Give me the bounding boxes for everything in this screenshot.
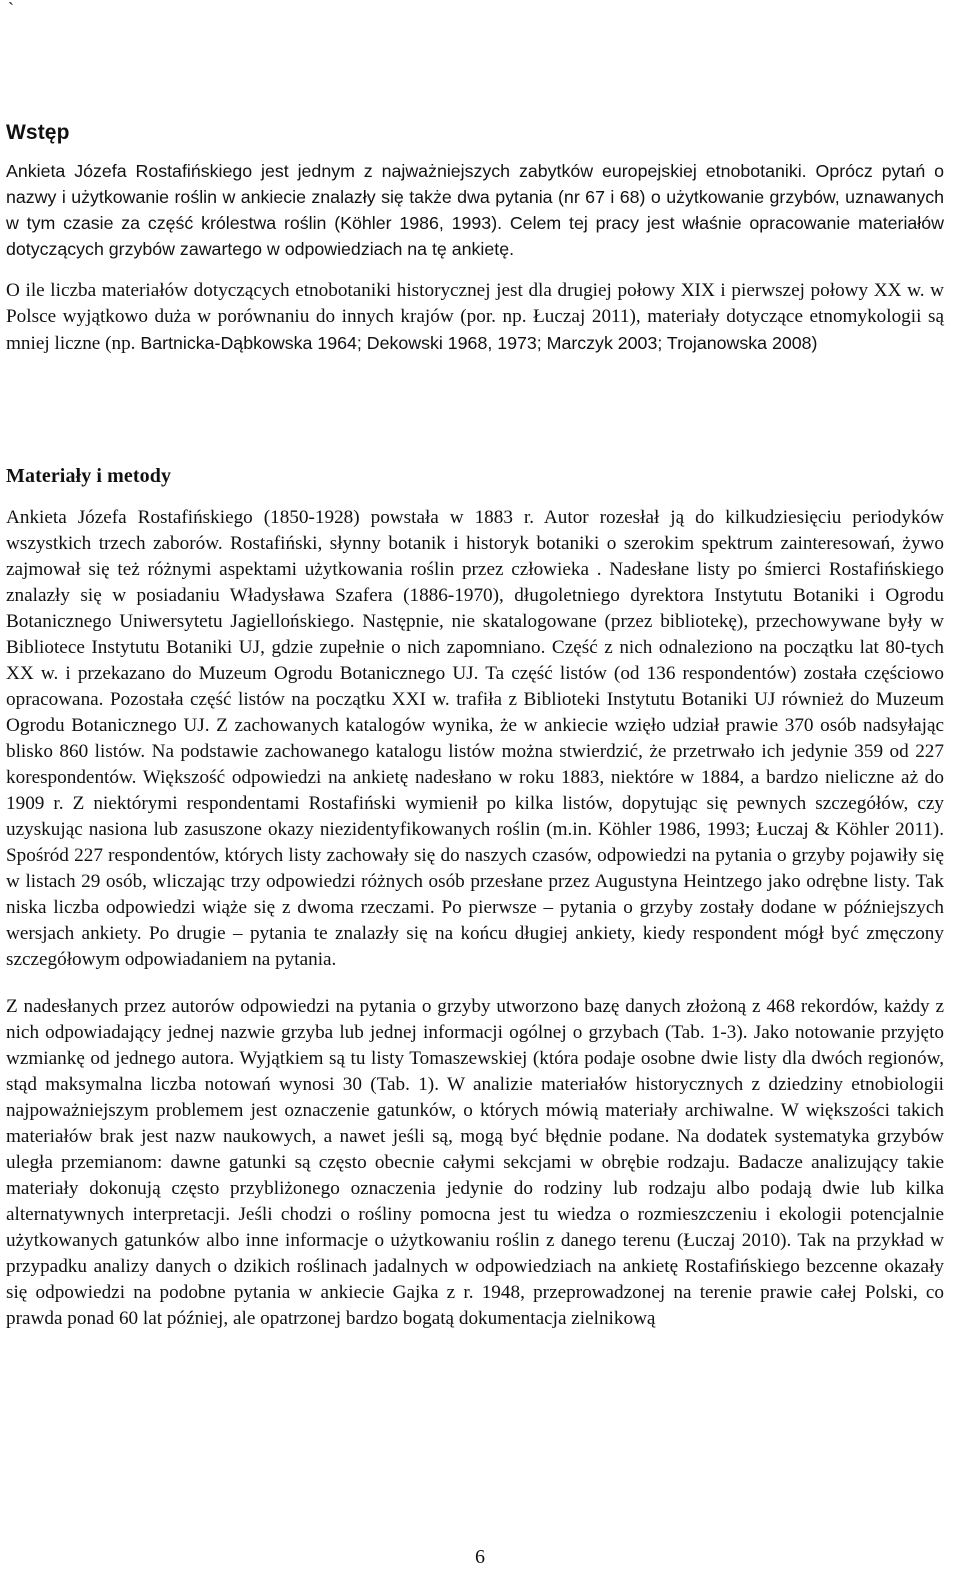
methods-heading: Materiały i metody: [6, 465, 172, 487]
top-mark: `: [8, 0, 14, 19]
main-content: [6, 118, 944, 1332]
methods-paragraph-2: Z nadesłanych przez autorów odpowiedzi na pytania o grzyby utworzono bazę danych złożoną z 468 rekordów, każdy z nich odpowiadający jednej nazwie grzyba lub jednej informacji ogólnej o grzybach (Tab. 1-3). Jako notowanie przyjęto wzmiankę od jednego autora. Wyjątkiem są tu listy Tomaszewskiej (która podaje osobne dwie listy dla dwóch regionów, stąd maksymalna liczba notowań wynosi 30 (Tab. 1). W analizie materiałów historycznych z dziedziny etnobiologii najpoważniejszym problemem jest oznaczenie gatunków, o których mówią materiały archiwalne. W większości takich materiałów brak jest nazw naukowych, a nawet jeśli są, mogą być błędnie podane. Na dodatek systematyka grzybów uległa przemianom: dawne gatunki są często obecnie całymi sekcjami w obrębie rodzaju. Badacze analizujący takie materiały dokonują często przybliżonego oznaczenia jedynie do rodziny lub rodzaju albo podają dwie lub kilka alternatywnych interpretacji. Jeśli chodzi o rośliny pomocna jest tu wiedza o rozmieszczeniu i ekologii potencjalnie użytkowanych gatunków albo inne informacje o użytkowaniu roślin z danego terenu (Łuczaj 2010). Tak na przykład w przypadku analizy danych o dzikich roślinach jadalnych w odpowiedziach na ankietę Rostafińskiego bezcenne okazały się odpowiedzi na podobne pytania w ankiecie Gajka z r. 1948, przeprowadzonej na terenie prawie całej Polski, co prawda ponad 60 lat później, ale opatrzonej bardzo bogatą dokumentacja zielnikową: [6, 996, 944, 1329]
spacer: [6, 148, 944, 158]
methods-paragraph-1: Ankieta Józefa Rostafińskiego (1850-1928) powstała w 1883 r. Autor rozesłał ją do kilkudziesięciu periodyków wszystkich trzech zaborów. Rostafiński, słynny botanik i historyk botaniki o szerokim spektrum zainteresowań, żywo zajmował się też różnymi aspektami użytkowania roślin przez człowieka . Nadesłane listy po śmierci Rostafińskiego znalazły się w posiadaniu Władysława Szafera (1886-1970), długoletniego dyrektora Instytutu Botaniki i Ogrodu Botanicznego Uniwersytetu Jagiellońskiego. Następnie, nie skatalogowane (przez bibliotekę), przechowywane były w Bibliotece Instytutu Botaniki UJ, gdzie zupełnie o nich zapomniano. Część z nich odnaleziono na początku lat 80-tych XX w. i przekazano do Muzeum Ogrodu Botanicznego UJ. Ta część listów (od 136 respondentów) została częściowo opracowana. Pozostała część listów na początku XXI w. trafiła z Biblioteki Instytutu Botaniki UJ również do Muzeum Ogrodu Botanicznego UJ. Z zachowanych katalogów wynika, że w ankiecie wzięło udział prawie 370 osób nadsyłając blisko 860 listów. Na podstawie zachowanego katalogu listów można stwierdzić, że przetrwało ich jedynie 359 od 227 korespondentów. Większość odpowiedzi na ankietę nadesłano w roku 1883, niektóre w 1884, a bardzo nieliczne aż do 1909 r. Z niektórymi respondentami Rostafiński wymienił po kilka listów, dopytując się pewnych szczegółów, czy uzyskując nasiona lub zasuszone okazy niezidentyfikowanych roślin (m.in. Köhler 1986, 1993; Łuczaj & Köhler 2011). Spośród 227 respondentów, których listy zachowały się do naszych czasów, odpowiedzi na pytania o grzyby pojawiły się w listach 29 osób, wliczając trzy odpowiedzi różnych osób przesłane przez Augustyna Heintzego jako odrębne listy. Tak niska liczba odpowiedzi wiąże się z dwoma rzeczami. Po pierwsze – pytania o grzyby zostały dodane w późniejszych wersjach ankiety. Po drugie – pytania te znalazły się na końcu długiej ankiety, kiedy respondent mógł być zmęczony szczegółowym odpowiadaniem na pytania.: [6, 507, 944, 970]
intro-paragraph-2-part-a: O ile liczba materiałów dotyczących etnobotaniki historycznej jest dla drugiej połowy XIX i pierwszej połowy XX w. w Polsce wyjątkowo duża w porównaniu do innych krajów (por. np. Łuczaj 2011), materiały dotyczące etnomykologii są mniej liczne (np.: [6, 280, 944, 354]
intro-paragraph-2: [6, 278, 944, 357]
page-number: 6: [475, 1546, 485, 1568]
intro-paragraph-2-part-b: Bartnicka-Dąbkowska 1964; Dekowski 1968, 1973; Marczyk 2003; Trojanowska 2008): [135, 333, 818, 353]
spacer: [6, 262, 944, 278]
intro-paragraph-1: Ankieta Józefa Rostafińskiego jest jednym z najważniejszych zabytków europejskiej etnobotaniki. Oprócz pytań o nazwy i użytkowanie roślin w ankiecie znalazły się także dwa pytania (nr 67 i 68) o użytkowanie grzybów, uznawanych w tym czasie za część królestwa roślin (Köhler 1986, 1993). Celem tej pracy jest właśnie opracowanie materiałów dotyczących grzybów zawartego w odpowiedziach na tę ankietę.: [6, 161, 944, 259]
intro-heading: Wstęp: [6, 121, 70, 144]
spacer: [6, 491, 944, 505]
spacer: [6, 357, 944, 461]
spacer: [6, 973, 944, 994]
